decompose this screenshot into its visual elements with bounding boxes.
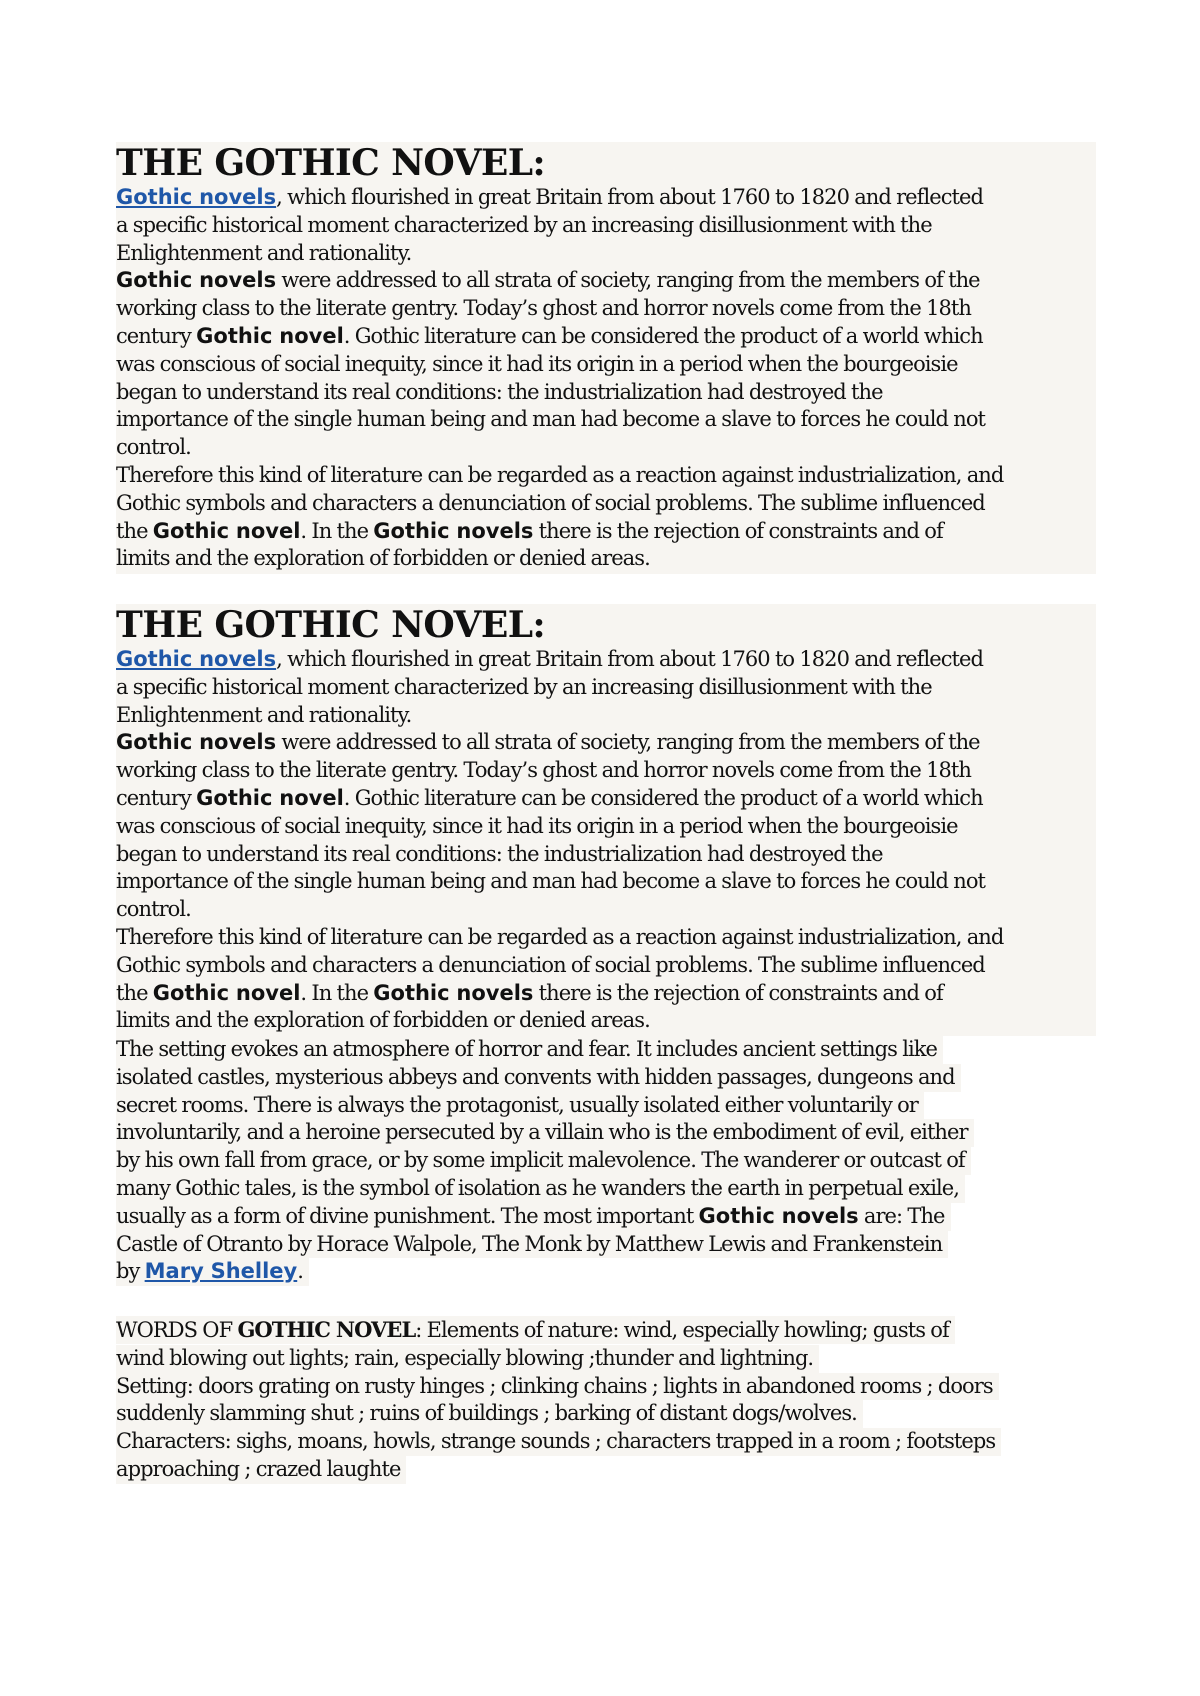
- society-paragraph: Gothic novels were addressed to all strata of society, ranging from the members of the working class to the literate gentry. Today’s ghost and horror novels come from the 18th century Gothic novel. Gothic literature can be considered the product of a world which was conscious of social inequity, since it had its origin in a period when the bourgeoisie began to understand its real conditions: the industrialization had destroyed the importance of the single human being and man had become a slave to forces he could not control.: [116, 268, 986, 460]
- mary-shelley-link[interactable]: Mary Shelley: [144, 1259, 298, 1284]
- society-paragraph: Gothic novels were addressed to all strata of society, ranging from the members of the working class to the literate gentry. Today’s ghost and horror novels come from the 18th century Gothic novel. Gothic literature can be considered the product of a world which was conscious of social inequity, since it had its origin in a period when the bourgeoisie began to understand its real conditions: the industrialization had destroyed the importance of the single human being and man had become a slave to forces he could not control.: [116, 730, 986, 922]
- reaction-paragraph: Therefore this kind of literature can be regarded as a reaction against industrialization, and Gothic symbols and characters a denunciation of social problems. The sublime influenced the Gothic novel. In the Gothic novels there is the rejection of constraints and of limits and the exploration of forbidden or denied areas.: [116, 924, 1004, 1033]
- gothic-section-2: [116, 604, 1096, 1036]
- intro-paragraph: Gothic novels, which flourished in great Britain from about 1760 to 1820 and reflected a specific historical moment characterized by an increasing disillusionment with the Enlightenment and rationality.: [116, 185, 983, 265]
- setting-paragraph: The setting evokes an atmosphere of horror and fear. It includes ancient settings like isolated castles, mysterious abbeys and convents with hidden passages, dungeons and secret rooms. There is always the protagonist, usually isolated either voluntarily or involuntarily, and a heroine persecuted by a villain who is the embodiment of evil, either by his own fall from grace, or by some implicit malevolence. The wanderer or outcast of many Gothic tales, is the symbol of isolation as he wanders the earth in perpetual exile, usually as a form of divine punishment. The most important Gothic novels are: The Castle of Otranto by Horace Walpole, The Monk by Matthew Lewis and Frankenstein by Mary Shelley.: [116, 1036, 1096, 1286]
- gothic-section-1: [116, 142, 1096, 574]
- reaction-paragraph: Therefore this kind of literature can be regarded as a reaction against industrialization, and Gothic symbols and characters a denunciation of social problems. The sublime influenced the Gothic novel. In the Gothic novels there is the rejection of constraints and of limits and the exploration of forbidden or denied areas.: [116, 462, 1004, 571]
- words-of-gothic-novel-paragraph: WORDS OF GOTHIC NOVEL: Elements of nature: wind, especially howling; gusts of wind blowing out lights; rain, especially blowing ;thunder and lightning. Setting: doors grating on rusty hinges ; clinking chains ; lights in abandoned rooms ; doors suddenly slamming shut ; ruins of buildings ; barking of distant dogs/wolves. Characters: sighs, moans, howls, strange sounds ; characters trapped in a room ; footsteps approaching ; crazed laughte: [116, 1316, 1096, 1484]
- gothic-novels-link[interactable]: Gothic novels: [116, 185, 277, 209]
- section-title: THE GOTHIC NOVEL:: [116, 142, 546, 184]
- gothic-novels-link[interactable]: Gothic novels: [116, 647, 277, 671]
- intro-paragraph: Gothic novels, which flourished in great Britain from about 1760 to 1820 and reflected a specific historical moment characterized by an increasing disillusionment with the Enlightenment and rationality.: [116, 647, 983, 727]
- section-title: THE GOTHIC NOVEL:: [116, 604, 546, 646]
